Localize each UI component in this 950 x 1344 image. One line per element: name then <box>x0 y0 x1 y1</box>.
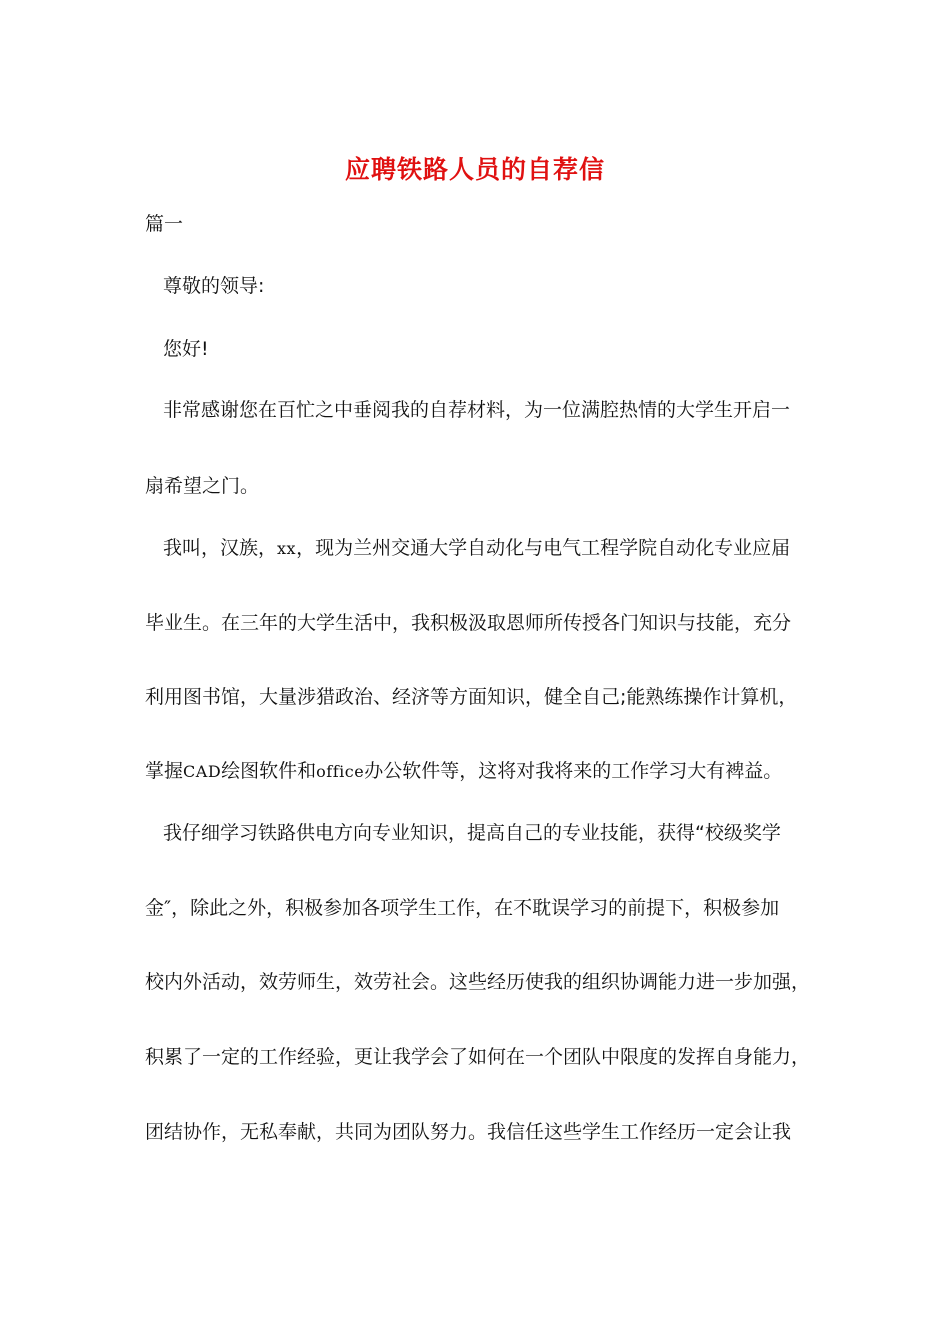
paragraph-3-line-5: 团结协作，无私奉献，共同为团队努力。我信任这些学生工作经历一定会让我 <box>145 1121 792 1143</box>
paragraph-3-line-3: 校内外活动，效劳师生，效劳社会。这些经历使我的组织协调能力进一步加强， <box>145 971 811 993</box>
paragraph-2-text-4a: 掌握 <box>145 760 184 782</box>
paragraph-3-line-4: 积累了一定的工作经验，更让我学会了如何在一个团队中限度的发挥自身能力， <box>145 1046 811 1068</box>
paragraph-2-text-a: 我叫，汉族， <box>163 537 278 559</box>
paragraph-2-text-c: ，现为兰州交通大学自动化与电气工程学院自动化专业应届 <box>296 537 791 559</box>
paragraph-1-line-2: 扇希望之门。 <box>145 475 260 497</box>
salutation: 尊敬的领导: <box>163 275 265 297</box>
greeting: 您好! <box>163 338 209 360</box>
paragraph-2-line-3: 利用图书馆，大量涉猎政治、经济等方面知识，健全自己;能熟练操作计算机， <box>145 686 798 708</box>
paragraph-1-line-1: 非常感谢您在百忙之中垂阅我的自荐材料，为一位满腔热情的大学生开启一 <box>163 399 791 421</box>
paragraph-2-line-2: 毕业生。在三年的大学生活中，我积极汲取恩师所传授各门知识与技能，充分 <box>145 612 792 634</box>
paragraph-3-line-2: 金″，除此之外，积极参加各项学生工作，在不耽误学习的前提下，积极参加 <box>145 897 780 919</box>
section-heading: 篇一 <box>145 213 184 235</box>
document-title: 应聘铁路人员的自荐信 <box>344 155 605 184</box>
paragraph-2-line-1 <box>163 536 790 561</box>
cad-text: CAD <box>183 762 222 781</box>
paragraph-3-line-1: 我仔细学习铁路供电方向专业知识，提高自己的专业技能，获得“校级奖学 <box>163 822 781 844</box>
paragraph-2-name-placeholder: xx <box>277 539 297 558</box>
paragraph-2-text-4e: 办公软件等，这将对我将来的工作学习大有裨益。 <box>364 760 783 782</box>
office-text: office <box>316 762 365 781</box>
paragraph-2-text-4c: 绘图软件和 <box>221 760 317 782</box>
paragraph-2-line-4 <box>145 759 782 784</box>
